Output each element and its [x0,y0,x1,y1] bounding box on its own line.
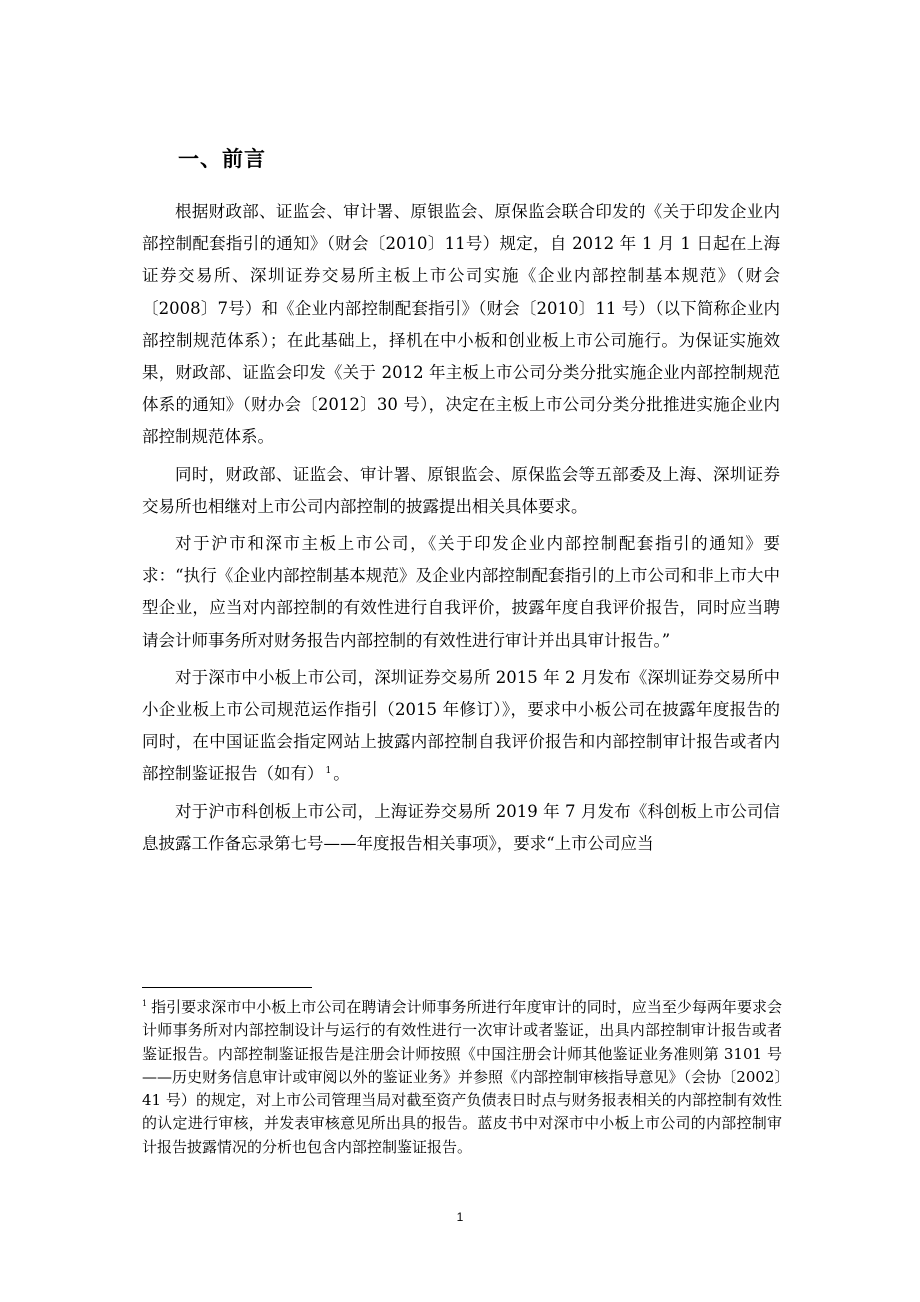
paragraph-regulators: 同时，财政部、证监会、审计署、原银监会、原保监会等五部委及上海、深圳证券交易所也相继对上市公司内部控制的披露提出相关具体要求。 [142,464,780,516]
paragraph-sme-board [142,662,780,791]
paragraph-main-board: 对于沪市和深市主板上市公司，《关于印发企业内部控制配套指引的通知》要求：“执行《企业内部控制基本规范》及企业内部控制配套指引的上市公司和非上市大中型企业，应当对内部控制的有效性进行自我评价，披露年度自我评价报告，同时应当聘请会计师事务所对财务报告内部控制的有效性进行审计并出具审计报告。” [142,534,780,650]
paragraph-star-market: 对于沪市科创板上市公司，上海证券交易所 2019 年 7 月发布《科创板上市公司信息披露工作备忘录第七号——年度报告相关事项》，要求“上市公司应当 [142,801,780,853]
paragraph-background: 根据财政部、证监会、审计署、原银监会、原保监会联合印发的《关于印发企业内部控制配套指引的通知》（财会〔2010〕11号）规定，自 2012 年 1 月 1 日起在上海证券交易所、深圳证券交易所主板上市公司实施《企业内部控制基本规范》（财会〔2008〕7号）和《企业内部控制配套指引》（财会〔2010〕11 号）（以下简称企业内部控制规范体系）；在此基础上，择机在中小板和创业板上市公司施行。为保证实施效果，财政部、证监会印发《关于 2012 年主板上市公司分类分批实施企业内部控制规范体系的通知》（财办会〔2012〕30 号），决定在主板上市公司分类分批推进实施企业内部控制规范体系。 [142,202,780,447]
footnote-number: 1 [142,999,148,1008]
body-text [142,196,780,865]
footnote-separator [142,987,312,988]
paragraph-sme-ending: 。 [333,764,350,784]
footnote [142,996,782,1159]
page-number: 1 [456,1210,464,1224]
section-heading: 一、前言 [178,146,266,171]
footnote-text: 指引要求深市中小板上市公司在聘请会计师事务所进行年度审计的同时，应当至少每两年要求会计师事务所对内部控制设计与运行的有效性进行一次审计或者鉴证，出具内部控制审计报告或者鉴证报告。内部控制鉴证报告是注册会计师按照《中国注册会计师其他鉴证业务准则第 3101 号——历史财务信息审计或审阅以外的鉴证业务》并参照《内部控制审核指导意见》（会协〔2002〕41 号）的规定，对上市公司管理当局对截至资产负债表日时点与财务报表相关的内部控制有效性的认定进行审核，并发表审核意见所出具的报告。蓝皮书中对深市中小板上市公司的内部控制审计报告披露情况的分析也包含内部控制鉴证报告。 [142,998,782,1156]
paragraph-sme-text: 对于深市中小板上市公司，深圳证券交易所 2015 年 2 月发布《深圳证券交易所中小企业板上市公司规范运作指引（2015 年修订）》，要求中小板公司在披露年度报告的同时，在中国证监会指定网站上披露内部控制自我评价报告和内部控制审计报告或者内部控制鉴证报告（如有） [142,667,780,784]
footnote-reference[interactable]: 1 [325,765,332,776]
